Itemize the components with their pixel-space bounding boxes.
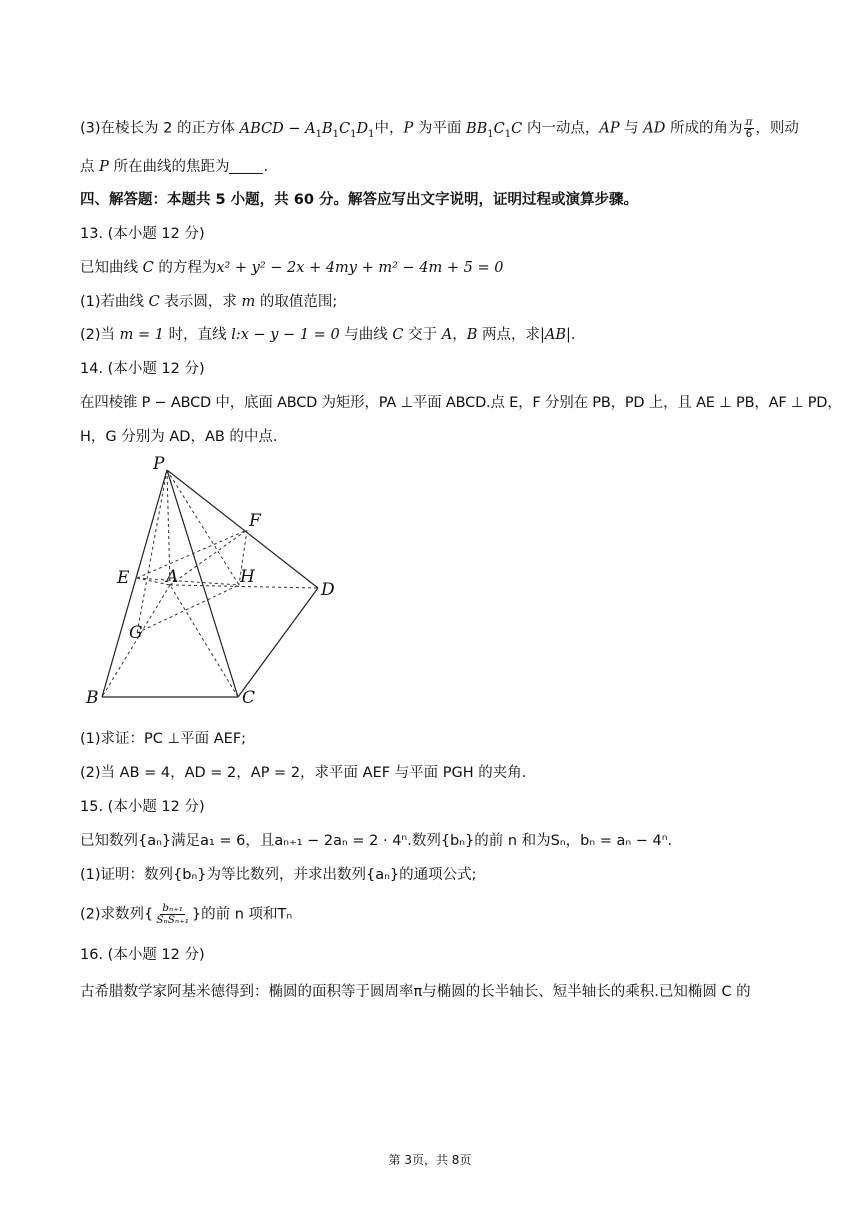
page-footer: 第 3页，共 8页 (388, 1153, 472, 1167)
q15-part2: (2)求数列{ $\frac{\text{bₙ₊₁}}{\text{SₙSₙ₊₁}}$ }的前 n 项和Tₙ (80, 902, 293, 926)
q14-part1: (1)求证：PC ⊥平面 AEF; (80, 731, 247, 747)
q12-3-line1: (3)在棱长为 2 的正方体 ABCD − $A_1B_1C_1D_1$中，P 为平面 $BB_1C_1C$ 内一动点，AP 与 AD 所成的角为 $\frac{\pi}{6}$ ，则动 (80, 116, 799, 140)
label-D: D (321, 580, 335, 600)
segment-GH (137, 585, 239, 633)
pi-over-six: $\frac{\pi}{6}$ (745, 116, 753, 140)
label-B: B (86, 688, 99, 708)
q15-part1: (1)证明：数列{bₙ}为等比数列，并求出数列{aₙ}的通项公式; (80, 867, 477, 883)
q14-header: 14. (本小题 12 分) (80, 361, 205, 377)
fraction-b-over-SS: $\frac{\text{bₙ₊₁}}{\text{SₙSₙ₊₁}}$ (156, 902, 189, 926)
segment-EH (137, 578, 239, 585)
label-C: C (242, 688, 256, 708)
label-E: E (117, 568, 130, 588)
q14-part2: (2)当 AB = 4，AD = 2，AP = 2，求平面 AEF 与平面 PGH 的夹角. (80, 765, 527, 781)
section-title: 四、解答题：本题共 5 小题，共 60 分。解答应写出文字说明，证明过程或演算步骤。 (80, 192, 638, 208)
q14-stem-line1: 在四棱锥 P − ABCD 中，底面 ABCD 为矩形，PA ⊥平面 ABCD.点 E，F 分别在 PB，PD 上，且 AE ⊥ PB，AF ⊥ PD， (80, 395, 842, 411)
edge-CD (238, 588, 318, 697)
label-H: H (240, 567, 255, 587)
q13-stem: 已知曲线 C 的方程为x² + y² − 2x + 4my + m² − 4m + 5 = 0 (80, 260, 504, 276)
q16-stem: 古希腊数学家阿基米德得到：椭圆的面积等于圆周率π与椭圆的长半轴长、短半轴长的乘积.已知椭圆 C 的 (80, 984, 751, 1000)
q15-stem: 已知数列{aₙ}满足a₁ = 6，且aₙ₊₁ − 2aₙ = 2 · 4ⁿ.数列{bₙ}的前 n 和为Sₙ，bₙ = aₙ − 4ⁿ. (80, 833, 673, 849)
q13-header: 13. (本小题 12 分) (80, 226, 205, 242)
segment-AF (170, 530, 247, 585)
q13-part1: (1)若曲线 C 表示圆，求 m 的取值范围; (80, 294, 338, 310)
pyramid-figure (80, 450, 350, 710)
label-A: A (166, 567, 179, 587)
segment-PG (137, 470, 167, 633)
q16-header: 16. (本小题 12 分) (80, 947, 205, 963)
answer-blank (229, 159, 263, 174)
edge-PB (102, 470, 167, 697)
segment-EF (137, 530, 247, 578)
q14-stem-line2: H，G 分别为 AD，AB 的中点. (80, 429, 278, 445)
label-G: G (129, 623, 143, 643)
q12-3-line2: 点 P 所在曲线的焦距为 . (80, 159, 269, 175)
label-F: F (249, 511, 261, 531)
q15-header: 15. (本小题 12 分) (80, 799, 205, 815)
q13-part2: (2)当 m = 1 时，直线 l:x − y − 1 = 0 与曲线 C 交于 A，B 两点，求|AB|. (80, 327, 576, 343)
label-P: P (153, 454, 165, 474)
